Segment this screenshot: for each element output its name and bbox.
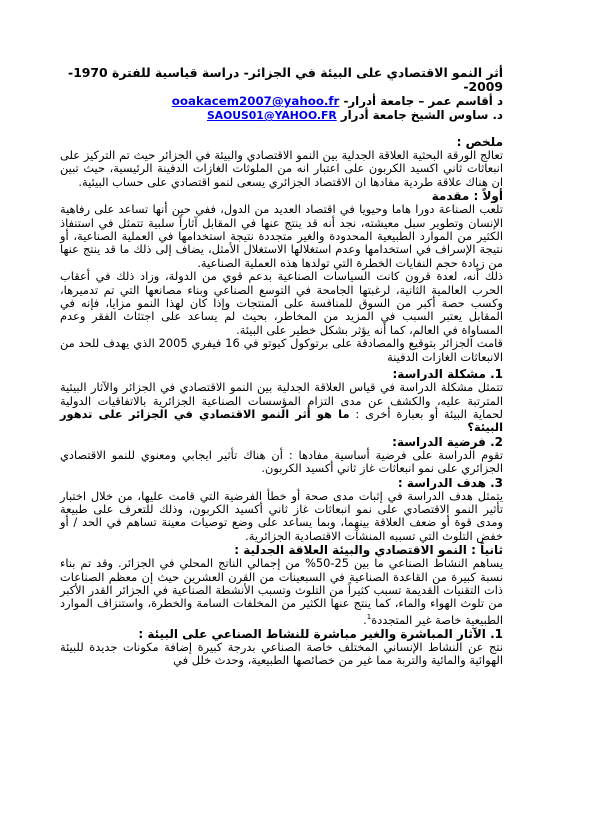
author-1-email-link[interactable]: ooakacem2007@yahoo.fr <box>171 94 340 108</box>
author-2-email-link[interactable]: SAOUS01@YAHOO.FR <box>206 109 337 122</box>
objective-heading: 3. هدف الدراسة : <box>397 475 503 490</box>
problem-text: تتمثل مشكلة الدراسة في قياس العلاقة الجدلية بين النمو الاقتصادي في الجزائر والآثار البيئية المترتبة عليه، والكشف عن مدى التزام المؤسسات الصناعية الجزائرية بالاتفاقيات الدولية لحماية البيئة أو بعبارة أخرى : <box>60 380 503 421</box>
intro-heading: أولاً : مقدمة <box>431 189 503 204</box>
second-section-text: يساهم النشاط الصناعي ما بين 25-50% من إجمالي الناتج المحلي في الجزائر. وقد تم بناء نسبة كبيرة من القاعدة الصناعية في السبعينات من القرن العشرين حيث إن معظم الصناعات ذات التقنيات القديمة تسبب كثيراً من التلوث وتسبب الأنشطة الصناعية في الجزائر القدر الأكبر من تلوث الهواء والماء، كما ينتج عنها الكثير من المخلفات السامة والخطرة، واستنزاف الموارد الطبيعية خاصة غير المتجددة <box>60 556 503 627</box>
abstract-heading: ملخص : <box>456 135 503 149</box>
footnote-marker[interactable]: 1 <box>366 612 372 621</box>
effects-heading: 1. الآثار المباشرة والغير مباشرة للنشاط الصناعي على البيئة : <box>138 626 503 641</box>
hypothesis-text: تقوم الدراسة على فرضية أساسية مفادها : أن هناك تأثير ايجابي ومعنوي للنمو الاقتصادي الجزائري على نمو انبعاثات غاز ثاني أكسيد الكربون. <box>60 447 503 476</box>
author-2-name: د. ساوس الشيخ جامعة أدرار <box>340 108 503 122</box>
second-section-heading: ثانياً : النمو الاقتصادي والبيئة العلاقة الجدلية : <box>234 543 503 558</box>
problem-question: ما هو أثر النمو الاقتصادي في الجزائر على تدهور البيئة؟ <box>60 406 503 435</box>
author-1-name: د أقاسم عمر – جامعة أدرار- <box>343 94 503 108</box>
hypothesis-heading: 2. فرضية الدراسة: <box>392 434 503 449</box>
intro-paragraph-3: قامت الجزائر بتوقيع والمصادقة على برتوكول كيوتو في 16 فيفري 2005 الذي يهدف للحد من الانبعاثات الغازات الدفينة <box>60 336 503 364</box>
abstract-text: تعالج الورقة البحثية العلاقة الجدلية بين النمو الاقتصادي والبيئة في الجزائر حيث تم التركيز على انبعاثات ثاني اكسيد الكربون على اعتبار انه من الملوثات الغازات الدفينة الرئيسية، حيث تبين ان هناك علاقة طردية مفادها ان الاقتصاد الجزائري يسعى لنمو اقتصادي على حساب البيئية. <box>60 148 503 189</box>
author-line-1 <box>60 94 503 108</box>
effects-text: نتج عن النشاط الإنساني المختلف خاصة الصناعي بدرجة كبيرة إضافة مكونات جديدة للبيئة الهوائية والمائية والتربة مما غير من خصائصها الطبيعية، وحدث خلل في <box>60 639 503 668</box>
author-line-2 <box>60 108 503 123</box>
second-section-paragraph: يساهم النشاط الصناعي ما بين 25-50% من إجمالي الناتج المحلي في الجزائر. وقد تم بناء نسبة كبيرة من القاعدة الصناعية في السبعينات من القرن العشرين حيث إن معظم الصناعات ذات التقنيات القديمة تسبب كثيراً من التلوث وتسبب الأنشطة الصناعية في الجزائر القدر الأكبر من تلوث الهواء والماء، كما ينتج عنها الكثير من المخلفات السامة والخطرة، واستنزاف الموارد الطبيعية خاصة غير المتجددة$^1$. <box>60 556 503 627</box>
problem-paragraph <box>60 381 503 435</box>
intro-paragraph-1: تلعب الصناعة دورا هاما وحيويا في اقتصاد العديد من الدول، ففي حين أنها تساعد على رفاهية الإنسان وتطوير سبل معيشته، نجد أنه قد ينتج عنها في المقابل آثاراً سلبية تتمثل في استنفاذ الكثير من الموارد الطبيعية المحدودة والغير متجددة نتيجة استخدامها في العملية الصناعية، أو نتيجة الإسراف في استخدامها وعدم استغلالها الاستغلال الأمثل، يضاف إلى ذلك ما قد ينتج عنها من زيادة حجم النفايات الخطرة التي تولدها هذه العملية الصناعية. <box>60 202 503 270</box>
intro-paragraph-2: ذلك أنه، لعدة قرون كانت السياسات الصناعية بدعم قوي من الدولة، وزاد ذلك في أعقاب الحرب العالمية الثانية، لرغبتها الجامحة في التوسع الصناعي وبناء مصانعها التي تم تدميرها، وكسب حصة أكبر من السوق للمنافسة على المنتجات وإذا كان لهذا النمو مزايا، فإنه في المقابل يعتبر السبب في المزيد من المخاطر، بحيث لم يساعد على اجتثاث الفقر وعدم المساواة في العالم، كما أنه يؤثر بشكل خطير على البيئة. <box>60 269 503 337</box>
problem-heading: 1. مشكلة الدراسة: <box>392 367 503 382</box>
paper-title: أثر النمو الاقتصادي على البيئة في الجزائر- دراسة قياسية للفترة 1970-2009- <box>68 65 503 94</box>
objective-text: يتمثل هدف الدراسة في إثبات مدى صحة أو خطأ الفرضية التي قامت عليها، من خلال اختبار تأثير النمو الاقتصادي على نمو انبعاثات غاز ثاني أكسيد الكربون، وذلك للتعرف على طبيعة ومدى قوة أو ضعف العلاقة بينهما، وبما يساعد على وضع توصيات معينة تساهم في الحد / أو خفض التلوث التي تسببه المنشآت الاقتصادية الجزائرية. <box>60 488 503 543</box>
